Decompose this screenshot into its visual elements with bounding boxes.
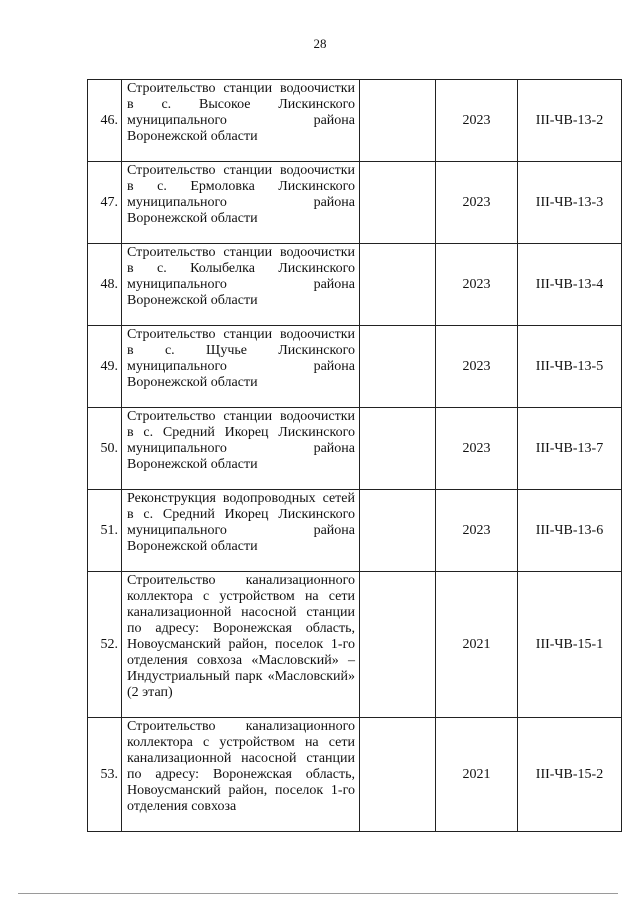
project-code: III-ЧВ-13-2 <box>518 80 622 162</box>
table-row <box>88 490 622 572</box>
row-number: 50. <box>88 408 122 490</box>
project-year: 2023 <box>436 162 518 244</box>
project-code: III-ЧВ-15-2 <box>518 718 622 832</box>
projects-table <box>87 79 622 832</box>
project-code: III-ЧВ-13-5 <box>518 326 622 408</box>
empty-cell <box>360 80 436 162</box>
empty-cell <box>360 162 436 244</box>
row-number: 48. <box>88 244 122 326</box>
project-name-text: Строительство канализационного коллектора с устройством на сети канализационной насосной станции по адресу: Воронежская область, Новоусманский район, поселок 1-го отделения совхоза «Масловский» – Индустриальный парк «Масловский» (2 этап) <box>127 573 355 700</box>
project-code: III-ЧВ-13-7 <box>518 408 622 490</box>
project-year: 2021 <box>436 572 518 718</box>
project-name-text: Строительство станции водоочистки в с. Средний Икорец Лискинского муниципального района Воронежской области <box>127 409 355 472</box>
empty-cell <box>360 572 436 718</box>
row-number: 46. <box>88 80 122 162</box>
table-row <box>88 326 622 408</box>
page-number: 28 <box>313 36 327 51</box>
empty-cell <box>360 490 436 572</box>
empty-cell <box>360 326 436 408</box>
row-number: 51. <box>88 490 122 572</box>
project-name <box>122 162 360 244</box>
project-name-text: Строительство станции водоочистки в с. Щучье Лискинского муниципального района Воронежской области <box>127 327 355 390</box>
project-year: 2023 <box>436 80 518 162</box>
empty-cell <box>360 718 436 832</box>
project-name-text: Строительство станции водоочистки в с. Ермоловка Лискинского муниципального района Воронежской области <box>127 163 355 226</box>
table-row <box>88 718 622 832</box>
project-year: 2023 <box>436 490 518 572</box>
row-number: 52. <box>88 572 122 718</box>
project-name <box>122 572 360 718</box>
table-row <box>88 244 622 326</box>
project-name <box>122 244 360 326</box>
project-code: III-ЧВ-15-1 <box>518 572 622 718</box>
project-code: III-ЧВ-13-3 <box>518 162 622 244</box>
project-name <box>122 718 360 832</box>
table-row <box>88 572 622 718</box>
project-name <box>122 326 360 408</box>
project-year: 2023 <box>436 408 518 490</box>
table-row <box>88 162 622 244</box>
row-number: 47. <box>88 162 122 244</box>
project-name <box>122 408 360 490</box>
empty-cell <box>360 244 436 326</box>
table-row <box>88 408 622 490</box>
project-name-text: Строительство станции водоочистки в с. Колыбелка Лискинского муниципального района Воронежской области <box>127 245 355 308</box>
project-name-text: Реконструкция водопроводных сетей в с. Средний Икорец Лискинского муниципального района Воронежской области <box>127 491 355 554</box>
empty-cell <box>360 408 436 490</box>
scan-edge-line <box>18 893 618 894</box>
project-year: 2023 <box>436 244 518 326</box>
row-number: 49. <box>88 326 122 408</box>
row-number: 53. <box>88 718 122 832</box>
project-year: 2023 <box>436 326 518 408</box>
project-name-text: Строительство канализационного коллектора с устройством на сети канализационной насосной станции по адресу: Воронежская область, Новоусманский район, поселок 1-го отделения совхоза <box>127 719 355 814</box>
project-name <box>122 80 360 162</box>
table-row <box>88 80 622 162</box>
project-code: III-ЧВ-13-6 <box>518 490 622 572</box>
project-year: 2021 <box>436 718 518 832</box>
project-name <box>122 490 360 572</box>
project-name-text: Строительство станции водоочистки в с. Высокое Лискинского муниципального района Воронежской области <box>127 81 355 144</box>
project-code: III-ЧВ-13-4 <box>518 244 622 326</box>
